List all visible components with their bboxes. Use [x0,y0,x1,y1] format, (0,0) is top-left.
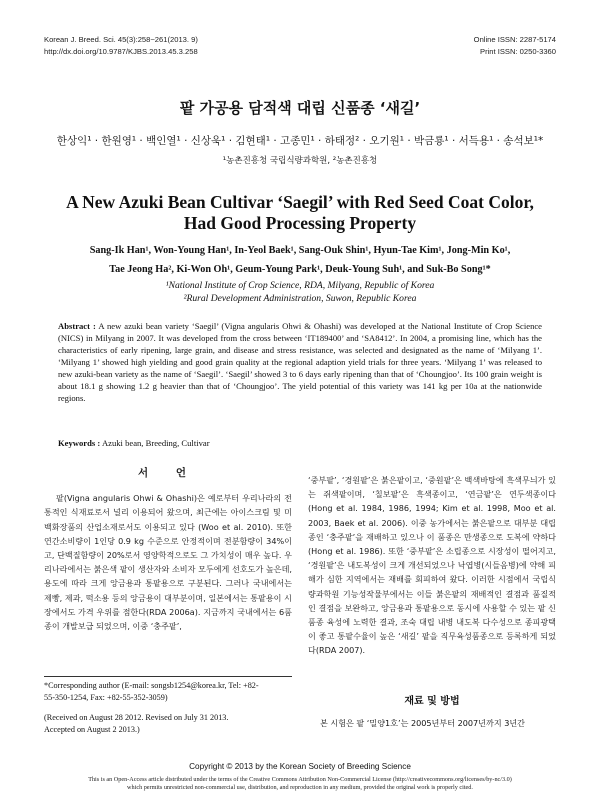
english-authors [50,241,550,279]
footnotes [44,680,296,735]
abstract [58,320,542,404]
abstract-label: Abstract : [58,321,96,331]
keywords-text: Azuki bean, Breeding, Cultivar [101,438,210,448]
intro-right-column [308,473,556,658]
corresponding-author-line-2: 55-350-1254, Fax: +82-55-352-3059) [44,692,168,702]
online-issn: Online ISSN: 2287-5174 [473,35,556,44]
intro-left-column [44,466,292,633]
license-line-2: which permits unrestricted non-commercial use, distribution, and reproduction in any medium, provided the original work is properly cited. [127,784,473,791]
abstract-text: A new azuki bean variety ‘Saegil’ (Vigna angularis Ohwi & Ohashi) was developed at the National Institute of Crop Science (NICS) in Milyang in 2007. It was developed from the cross between ‘IT189400’ and ‘SA8412’. In 2004, a promising line, which has the characteristics of early ripening, large grain, and disease and stress resistance, was selected and designated as the name of ‘Milyang 1’. ‘Milyang 1’ showed high yielding and good grain quality at the regional adaption yield trials for three years. ‘Milyang 1’ was released to new azuki-bean variety as the name of ‘Saegil’. ‘Saegil’ showed 3 to 6 days early ripening than that of ‘Choungjoo’. Its 100 grain weight is about 18.1 g showing 1.2 g heavier than that of ‘Choungjoo’. The yield potential of this variety was 141 kg per 10a at the nationwide regions. [58,321,542,403]
affiliation-1: ¹National Institute of Crop Science, RDA, Milyang, Republic of Korea [165,280,435,291]
page-header [44,34,556,58]
intro-right-text: ‘중부팥’, ‘경원팥’은 붉은팥이고, ‘중원팥’은 백색바탕에 흑색무늬가 있는 쥐색팥이며, ‘칠보팥’은 흑색종이고, ‘연금팥’은 연두색종이다(Hong et al. 1984, 1986, 1994; Kim et al. 1998, Moo et al. 2003, Baek et al. 2006). 이중 농가에서는 붉은팥으로 대부분 대립종인 ‘충주팥’을 재배하고 있으나 이 품종은 만생종으로 도복에 약하다(Hong et al. 1986). 또한 ‘중부팥’은 소립종으로 시장성이 떨어지고, ‘경원팥’은 내도복성이 크게 개선되었으나 낙엽병(시들음병)에 약해 피해가 심한 지역에서는 재배를 회피하여 왔다. 이러한 시점에서 국립식량과학원 기능성작물부에서는 이들 붉은팥의 재배적인 결점과 품질적인 결점을 보완하고, 앙금용과 통팥용으로 동시에 사용할 수 있는 팥 신품종 육성에 노력한 결과, 조숙 대립 내병 내도복 다수성으로 종피광택이 좋고 통팥수율이 높은 ‘새길’ 팥을 직무육성품종으로 등록하게 되었다(RDA 2007). [308,475,556,656]
doi-link[interactable]: http://dx.doi.org/10.9787/KJBS.2013.45.3.258 [44,47,198,56]
received-date: (Received on August 28 2012. Revised on July 31 2013. [44,713,229,722]
license-notice [40,776,560,792]
corresponding-author-line-1: *Corresponding author (E-mail: songsb1254@korea.kr, Tel: +82- [44,681,259,690]
footnote-divider [44,676,292,677]
keywords-label: Keywords : [58,438,101,448]
korean-authors: 한상익¹ · 한원영¹ · 백인열¹ · 신상욱¹ · 김현태¹ · 고종민¹ · 하태정² · 오기원¹ · 박금룡¹ · 서득용¹ · 송석보¹* [56,135,544,147]
methods-section [308,692,556,729]
journal-citation: Korean J. Breed. Sci. 45(3):258~261(2013. 9) [44,35,198,44]
english-title-line-2: Had Good Processing Property [183,213,417,233]
english-authors-line-1: Sang-Ik Han¹, Won-Young Han¹, In-Yeol Baek¹, Sang-Ouk Shin¹, Hyun-Tae Kim¹, Jong-Min Ko¹, [89,245,511,256]
english-affiliations [0,279,600,305]
print-issn: Print ISSN: 0250-3360 [480,47,556,56]
copyright-notice: Copyright © 2013 by the Korean Society of Breeding Science [189,762,411,771]
english-authors-line-2: Tae Jeong Ha², Ki-Won Oh¹, Geum-Young Park¹, Deuk-Young Suh¹, and Suk-Bo Song¹* [109,264,491,275]
methods-text: 본 시험은 팥 ‘밀양1호’는 2005년부터 2007년까지 3년간 [320,718,525,728]
affiliation-2: ²Rural Development Administration, Suwon, Republic Korea [183,293,417,304]
english-title-line-1: A New Azuki Bean Cultivar ‘Saegil’ with Red Seed Coat Color, [66,192,534,212]
korean-title: 팥 가공용 담적색 대립 신품종 ‘새길’ [179,99,421,117]
intro-left-text: 팥(Vigna angularis Ohwi & Ohashi)은 예로부터 우리나라의 전통적인 식재료로서 널리 이용되어 왔으며, 최근에는 아이스크림 및 미백화장품의 산업소재로서도 이용되고 있다 (Woo et al. 2010). 또한 연간소비량이 1인당 0.9 kg 수준으로 안정적이며 전분함량이 34%이고, 단백질함량이 20%로서 영양학적으로도 그 가치성이 매우 높다. 우리나라에서는 붉은색 팥이 생산자와 소비자 모두에게 선호도가 높은데, 용도에 따라 크게 앙금용과 통팥용으로 구분된다. 그러나 국내에서는 제빵, 제과, 떡소용 등의 앙금용이 대부분이며, 일본에서는 통팥용이 시장에서도 가격 우위를 점한다(RDA 2006a). 지금까지 국내에서는 6품종이 개발보급 되었으며, 이중 ‘충주팥’, [44,493,292,632]
license-line-1: This is an Open-Access article distributed under the terms of the Creative Commons Attribution Non-Commercial License (http://creativecommons.org/licenses/by-nc/3.0) [88,776,512,783]
methods-heading: 재료 및 방법 [404,696,460,707]
intro-heading: 서 언 [138,467,198,479]
keywords [58,438,542,448]
english-title [40,192,560,234]
korean-affiliations: ¹농촌진흥청 국립식량과학원, ²농촌진흥청 [222,156,378,166]
accepted-date: Accepted on August 2 2013.) [44,724,140,734]
